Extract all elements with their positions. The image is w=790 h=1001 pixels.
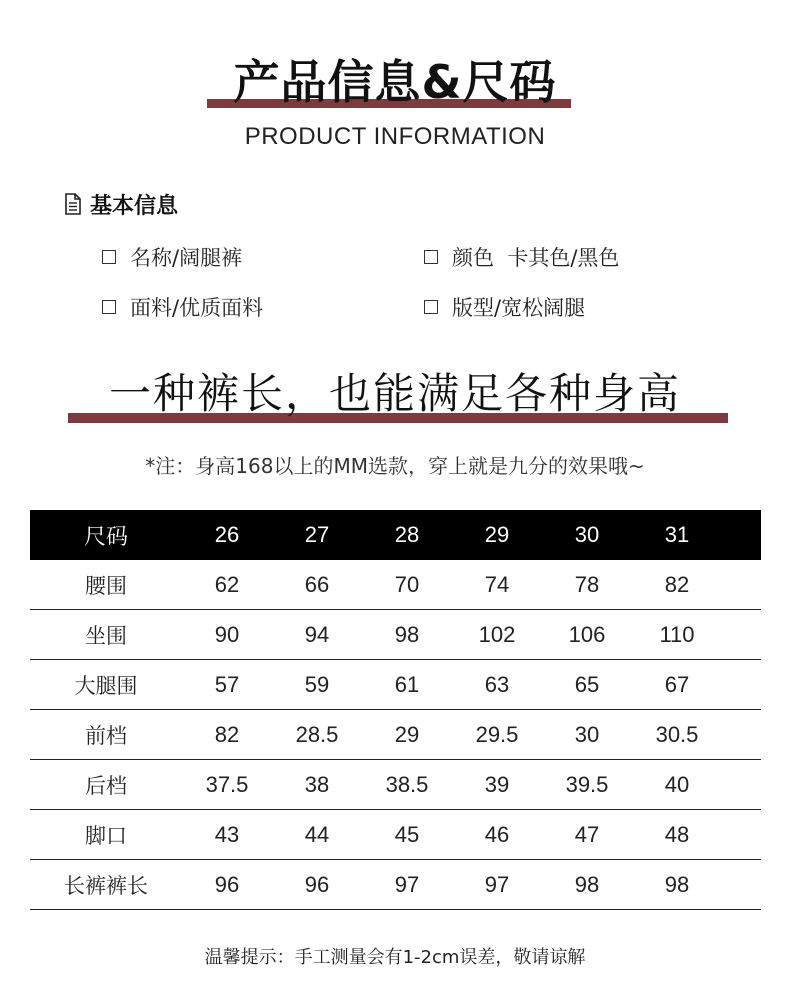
table-cell: 61 xyxy=(394,671,420,697)
table-cell: 94 xyxy=(304,621,330,647)
header-cell: 30 xyxy=(574,522,600,547)
table-cell: 67 xyxy=(664,671,690,697)
table-cell: 38.5 xyxy=(385,771,429,797)
table-cell: 82 xyxy=(214,721,240,747)
attr-name xyxy=(102,242,242,272)
table-cell: 38 xyxy=(304,771,330,797)
table-cell: 29 xyxy=(394,721,420,747)
header-cell: 31 xyxy=(664,522,690,547)
attr-label: 面料/优质面料 xyxy=(130,296,264,320)
checkbox-icon xyxy=(424,250,438,264)
table-cell: 30 xyxy=(574,721,600,747)
table-cell: 43 xyxy=(214,821,240,847)
table-cell: 57 xyxy=(214,671,240,697)
table-cell: 44 xyxy=(304,821,330,847)
table-cell: 82 xyxy=(664,571,690,597)
table-cell: 47 xyxy=(574,821,600,847)
table-cell: 39 xyxy=(484,771,510,797)
table-row xyxy=(30,660,761,710)
page-subtitle: PRODUCT INFORMATION xyxy=(244,123,546,150)
table-cell: 106 xyxy=(568,621,606,647)
table-cell: 39.5 xyxy=(565,771,609,797)
header-cell: 26 xyxy=(214,522,240,547)
table-cell: 96 xyxy=(304,871,330,897)
table-cell: 97 xyxy=(484,871,510,897)
attr-label: 颜色 卡其色/黑色 xyxy=(452,246,620,270)
table-cell: 59 xyxy=(304,671,330,697)
table-cell: 48 xyxy=(664,821,690,847)
row-label: 腰围 xyxy=(85,573,127,598)
table-cell: 90 xyxy=(214,621,240,647)
row-label: 坐围 xyxy=(85,623,127,648)
slogan-note: *注：身高168以上的MM选款，穿上就是九分的效果哦~ xyxy=(145,454,645,478)
table-row xyxy=(30,560,761,610)
row-label: 前档 xyxy=(85,723,127,748)
table-cell: 110 xyxy=(659,621,695,647)
page-title: 产品信息&尺码 xyxy=(233,55,557,109)
footer-note: 温馨提示：手工测量会有1-2cm误差，敬请谅解 xyxy=(204,947,586,968)
header-cell: 29 xyxy=(484,522,510,547)
table-cell: 46 xyxy=(484,821,510,847)
table-cell: 97 xyxy=(394,871,420,897)
table-cell: 70 xyxy=(394,571,420,597)
checkbox-icon xyxy=(424,300,438,314)
row-label: 脚口 xyxy=(85,823,127,848)
basic-info-heading xyxy=(64,188,178,220)
attr-fit xyxy=(424,292,585,322)
table-cell: 63 xyxy=(484,671,510,697)
table-cell: 65 xyxy=(574,671,600,697)
attr-fabric xyxy=(102,292,263,322)
table-cell: 98 xyxy=(394,621,420,647)
table-cell: 96 xyxy=(214,871,240,897)
table-row xyxy=(30,760,761,810)
attr-label: 版型/宽松阔腿 xyxy=(452,296,586,320)
table-row xyxy=(30,710,761,760)
row-label: 长裤裤长 xyxy=(64,873,148,898)
header-cell: 28 xyxy=(394,522,420,547)
attr-color xyxy=(424,242,619,272)
table-cell: 78 xyxy=(574,571,600,597)
checkbox-icon xyxy=(102,300,116,314)
table-cell: 29.5 xyxy=(475,721,519,747)
table-cell: 37.5 xyxy=(205,771,249,797)
table-row xyxy=(30,810,761,860)
table-cell: 98 xyxy=(664,871,690,897)
table-cell: 45 xyxy=(394,821,420,847)
table-row xyxy=(30,860,761,910)
row-label: 后档 xyxy=(85,773,127,798)
table-cell: 74 xyxy=(484,571,510,597)
header-cell: 27 xyxy=(304,522,330,547)
attr-label: 名称/阔腿裤 xyxy=(130,246,243,270)
table-row xyxy=(30,610,761,660)
table-cell: 66 xyxy=(304,571,330,597)
table-cell: 30.5 xyxy=(655,721,699,747)
basic-info-title: 基本信息 xyxy=(90,193,179,219)
table-header-row xyxy=(30,510,761,560)
row-label: 大腿围 xyxy=(74,673,138,698)
table-cell: 40 xyxy=(664,771,690,797)
slogan-text: 一种裤长，也能满足各种身高 xyxy=(108,369,681,418)
table-cell: 98 xyxy=(574,871,600,897)
checkbox-icon xyxy=(102,250,116,264)
size-table xyxy=(30,510,761,910)
table-cell: 28.5 xyxy=(295,721,339,747)
header-cell: 尺码 xyxy=(83,524,128,550)
table-cell: 102 xyxy=(478,621,516,647)
table-cell: 62 xyxy=(214,571,240,597)
document-icon xyxy=(64,193,82,215)
